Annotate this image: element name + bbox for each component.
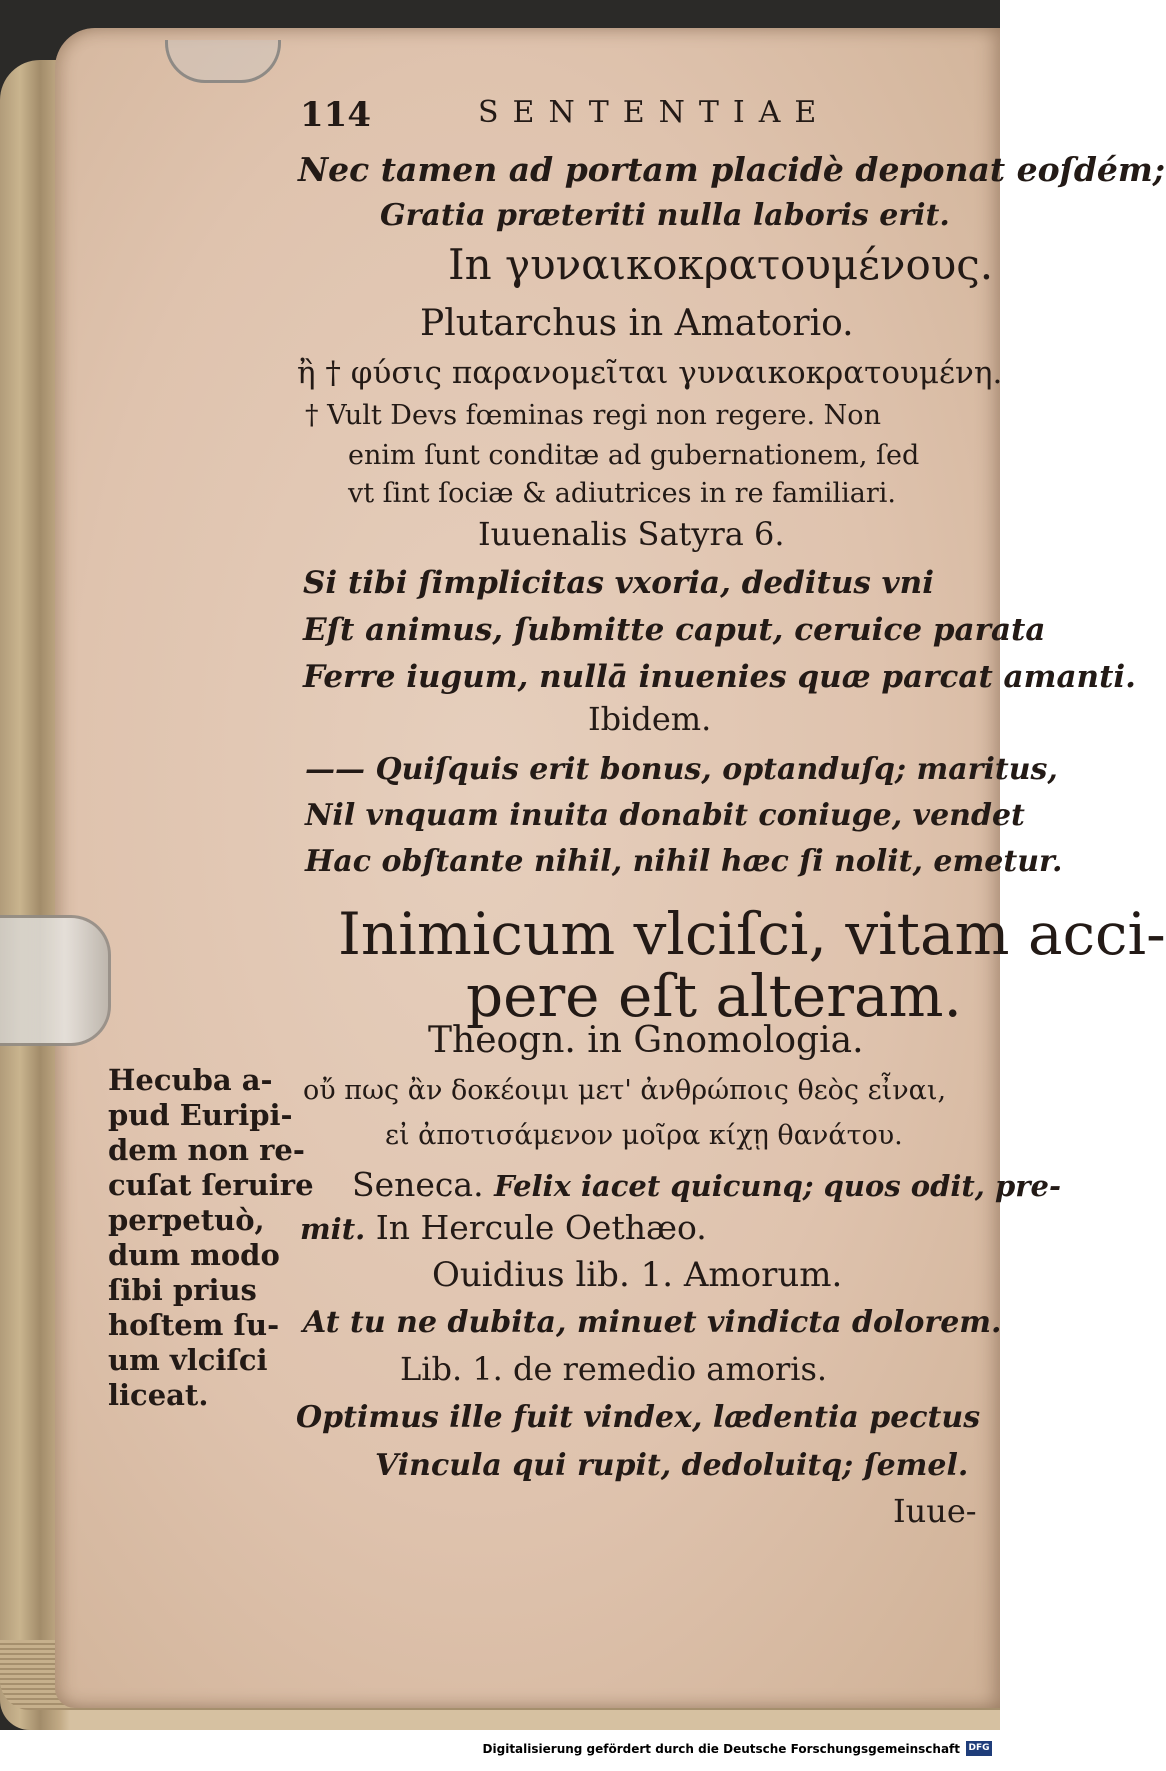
margin-note-line: perpetuò, — [108, 1203, 265, 1237]
page-number: 114 — [300, 95, 371, 135]
text-line-7: enim ſunt conditæ ad gubernationem, ſed — [348, 440, 920, 471]
margin-note-line: ſibi prius — [108, 1273, 257, 1307]
dfg-logo-icon: DFG — [966, 1741, 992, 1756]
source-heading-iuuenalis: Iuuenalis Satyra 6. — [478, 515, 785, 553]
greek-line-1: ἢ † φύσις παρανομεῖται γυναικοκρατουμένη. — [297, 355, 1003, 391]
proverb-heading-line-2: pere eſt alteram. — [466, 962, 962, 1030]
seneca-work: In Hercule Oethæo. — [375, 1208, 707, 1247]
margin-note-line: cuſat ſeruire — [108, 1168, 314, 1202]
margin-note-line: um vlciſci — [108, 1343, 268, 1377]
seneca-line — [352, 1165, 1061, 1204]
verse-line-5: Nil vnquam inuita donabit coniuge, vendet — [305, 798, 1025, 833]
text-line-6: † Vult Devs fœminas regi non regere. Non — [305, 400, 881, 431]
margin-note-line: dum modo — [108, 1238, 280, 1272]
verse-line-1: Si tibi ſimplicitas vxoria, deditus vni — [303, 565, 934, 601]
source-heading-ouidius: Ouidius lib. 1. Amorum. — [432, 1255, 843, 1295]
catchword: Iuue- — [893, 1492, 977, 1530]
text-line-2: Gratia præteriti nulla laboris erit. — [380, 198, 950, 233]
seneca-quote-end: mit. — [300, 1212, 366, 1246]
seneca-quote: Felix iacet quicunq; quos odit, pre- — [494, 1169, 1062, 1203]
greek-line-2: οὔ πως ἂν δοκέοιμι μετ' ἀνθρώποις θεὸς εἶναι, — [303, 1075, 947, 1106]
verse-line-8: Optimus ille fuit vindex, lædentia pectus — [296, 1400, 981, 1435]
page-clip-side — [0, 915, 111, 1046]
margin-note-line: pud Euripi- — [108, 1098, 293, 1132]
verse-line-6: Hac obſtante nihil, nihil hæc ſi nolit, emetur. — [305, 844, 1063, 879]
margin-note-line: Hecuba a- — [108, 1063, 273, 1097]
verse-line-4: —— Quiſquis erit bonus, optanduſq; maritus, — [305, 752, 1058, 787]
proverb-heading-line-1: Inimicum vlciſci, vitam acci- — [338, 900, 1166, 968]
margin-note-line: liceat. — [108, 1378, 209, 1412]
margin-note-line: dem non re- — [108, 1133, 305, 1167]
greek-line-3: εἰ ἀποτισάμενον μοῖρα κίχῃ θανάτου. — [385, 1120, 903, 1151]
seneca-source: Seneca. — [352, 1165, 484, 1204]
source-heading-plutarch: Plutarchus in Amatorio. — [420, 303, 854, 344]
source-heading-theognis: Theogn. in Gnomologia. — [428, 1020, 864, 1061]
verse-line-9: Vincula qui rupit, dedoluitq; ſemel. — [375, 1448, 969, 1483]
verse-line-7: At tu ne dubita, minuet vindicta dolorem. — [303, 1305, 1002, 1340]
text-line-8: vt ſint ſociæ & adiutrices in re familiari. — [348, 478, 896, 509]
running-head: SENTENTIAE — [478, 95, 831, 130]
verse-line-2: Eſt animus, ſubmitte caput, ceruice parata — [303, 612, 1046, 648]
funding-credit: Digitalisierung gefördert durch die Deutsche Forschungsgemeinschaft — [482, 1742, 960, 1756]
seneca-continuation — [300, 1208, 707, 1247]
text-line-1: Nec tamen ad portam placidè deponat eoſdém; — [298, 150, 1166, 189]
margin-note-line: hoſtem ſu- — [108, 1308, 280, 1342]
section-heading-1: In γυναικοκρατουμένους. — [448, 240, 994, 289]
footer-bar — [0, 1730, 1000, 1771]
source-heading-ibidem: Ibidem. — [588, 700, 712, 738]
verse-line-3: Ferre iugum, nullā inuenies quæ parcat amanti. — [303, 659, 1136, 695]
margin-note — [108, 1063, 314, 1413]
source-heading-remedio: Lib. 1. de remedio amoris. — [400, 1350, 828, 1388]
